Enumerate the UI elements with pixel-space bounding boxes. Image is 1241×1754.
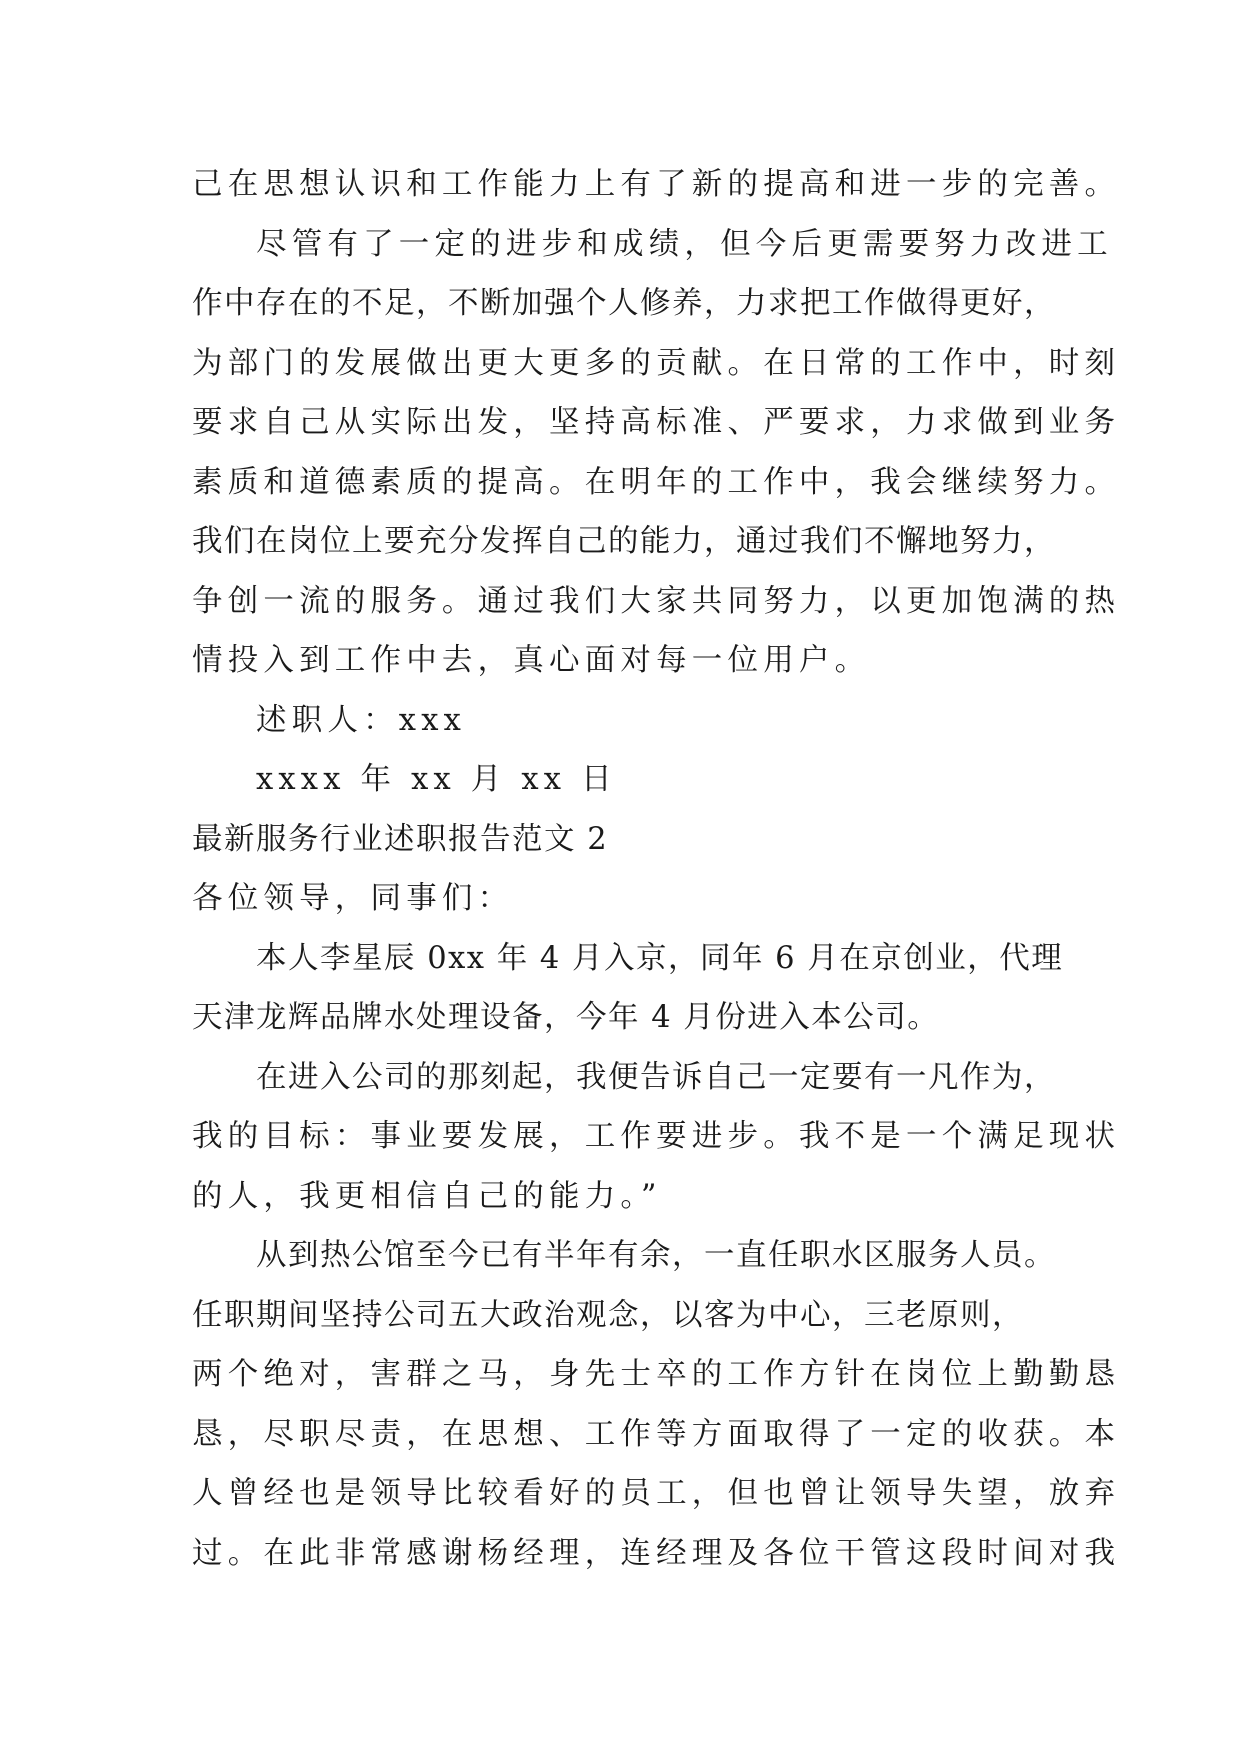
text-line: 的人，我更相信自己的能力。” [192,1178,662,1214]
text-line: 情投入到工作中去，真心面对每一位用户。 [192,643,871,678]
text-line: 两个绝对，害群之马，身先士卒的工作方针在岗位上勤勤恳 [192,1357,1121,1392]
section-title: 最新服务行业述职报告范文 2 [192,821,609,857]
text-line: 人曾经也是领导比较看好的员工，但也曾让领导失望，放弃 [192,1476,1121,1511]
signature-name: 述职人：xxx [256,702,467,738]
text-line: 我的目标：事业要发展，工作要进步。我不是一个满足现状 [192,1119,1121,1154]
paragraph-start-line: 本人李星辰 0xx 年 4 月入京，同年 6 月在京创业，代理 [256,940,1064,976]
text-line: 任职期间坚持公司五大政治观念，以客为中心，三老原则， [192,1297,1024,1333]
paragraph-start-line: 尽管有了一定的进步和成绩，但今后更需要努力改进工 [256,226,1113,262]
paragraph-start-line: 从到热公馆至今已有半年有余，一直任职水区服务人员。 [256,1238,1056,1273]
text-line: 素质和道德素质的提高。在明年的工作中，我会继续努力。 [192,464,1121,500]
paragraph-start-line: 在进入公司的那刻起，我便告诉自己一定要有一凡作为， [256,1059,1056,1095]
text-line: 要求自己从实际出发，坚持高标准、严要求，力求做到业务 [192,405,1121,440]
text-line: 恳，尽职尽责，在思想、工作等方面取得了一定的收获。本 [192,1416,1121,1452]
text-line: 作中存在的不足，不断加强个人修养，力求把工作做得更好， [192,286,1056,321]
text-line: 己在思想认识和工作能力上有了新的提高和进一步的完善。 [192,167,1121,202]
document-body [192,155,1121,1583]
text-line: 天津龙辉品牌水处理设备，今年 4 月份进入本公司。 [192,1000,940,1035]
text-line: 争创一流的服务。通过我们大家共同努力，以更加饱满的热 [192,583,1121,619]
signature-date: xxxx 年 xx 月 xx 日 [256,762,617,797]
text-line: 过。在此非常感谢杨经理，连经理及各位干管这段时间对我 [192,1535,1121,1571]
salutation: 各位领导，同事们： [192,881,514,916]
text-line: 我们在岗位上要充分发挥自己的能力，通过我们不懈地努力， [192,524,1056,559]
text-line: 为部门的发展做出更大更多的贡献。在日常的工作中，时刻 [192,345,1121,381]
